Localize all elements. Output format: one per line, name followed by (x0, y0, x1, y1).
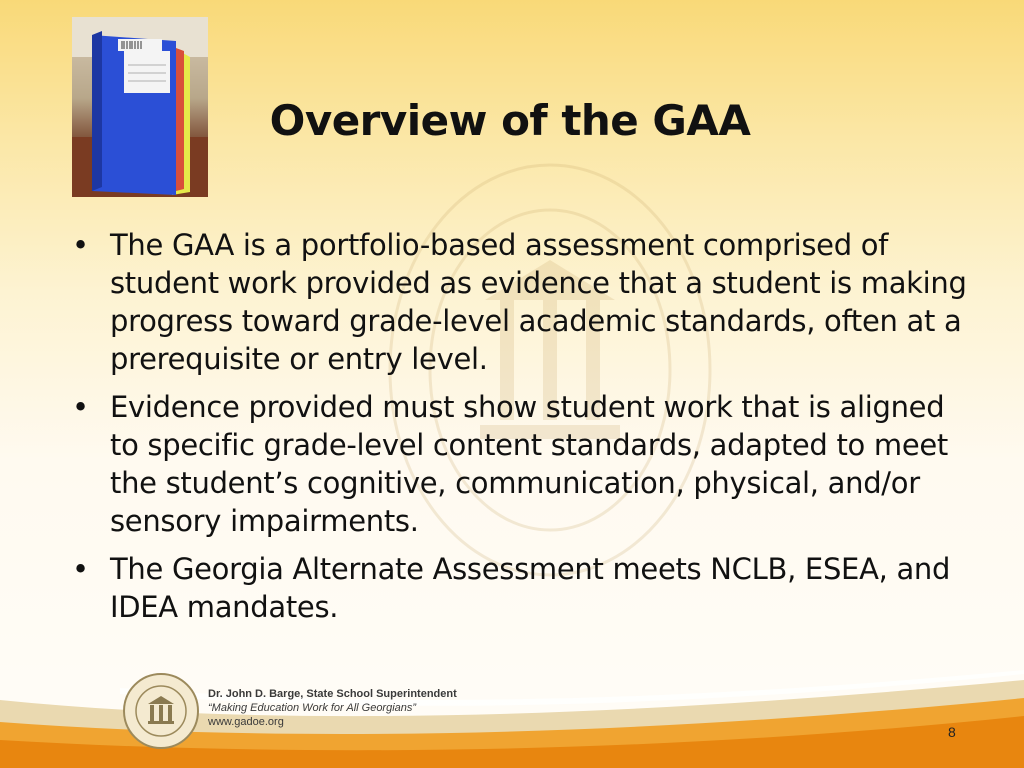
bullet-dot-icon: • (72, 390, 89, 424)
bullet-text: Evidence provided must show student work that is aligned to specific grade-level content standards, adapted to meet the student’s cognitive, communication, physical, and/or sensory impairments. (110, 390, 948, 538)
page-number: 8 (948, 724, 956, 740)
bullet-item (72, 226, 972, 378)
footer-credits (208, 687, 457, 729)
bullet-text: The GAA is a portfolio-based assessment comprised of student work provided as evidence that a student is making progress toward grade-level academic standards, often at a prerequisite or entry level. (110, 228, 967, 376)
binder-photo (72, 17, 208, 197)
website-link[interactable]: www.gadoe.org (208, 716, 284, 728)
bullet-list (72, 226, 972, 636)
slide-title: Overview of the GAA (269, 96, 751, 146)
slogan-line: “Making Education Work for All Georgians” (208, 702, 417, 714)
bullet-dot-icon: • (72, 228, 89, 262)
bullet-dot-icon: • (72, 552, 89, 586)
bullet-item (72, 388, 972, 540)
bullet-text: The Georgia Alternate Assessment meets NCLB, ESEA, and IDEA mandates. (110, 552, 951, 624)
superintendent-line: Dr. John D. Barge, State School Superintendent (208, 688, 457, 700)
georgia-doe-seal-icon (122, 672, 200, 750)
bullet-item (72, 550, 972, 626)
